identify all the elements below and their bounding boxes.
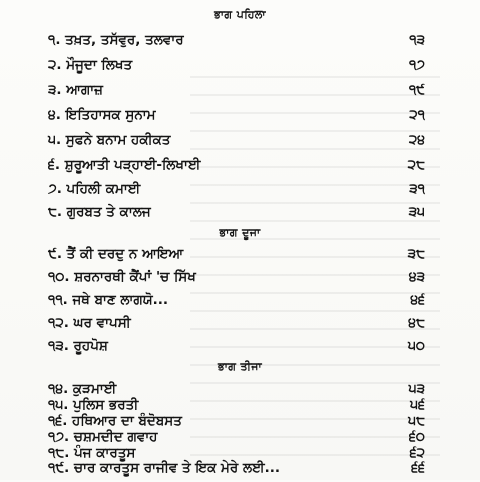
toc-entry-page: ੫੬ [410,397,425,413]
toc-entry [0,82,480,104]
toc-entry [0,269,480,291]
toc-entry-page: ੩੮ [407,246,425,262]
toc-entry-label: ੧੩. ਰੂਹਪੋਸ਼ [48,338,108,354]
toc-entry-label: ੧੬. ਹਥਿਆਰ ਦਾ ਬੰਦੋਬਸਤ [48,413,182,429]
toc-entry-page: ੫੩ [408,381,425,397]
toc-entry-page: ੬੬ [411,460,425,476]
toc-entry [0,157,480,179]
toc-entry [0,204,480,226]
toc-entry [0,292,480,314]
toc-entry [0,32,480,54]
section-title-part-3: ਭਾਗ ਤੀਜਾ [217,360,263,373]
toc-entry-label: ੧੯. ਚਾਰ ਕਾਰਤੂਸ ਰਾਜੀਵ ਤੇ ਇਕ ਮੇਰੇ ਲਈ... [48,460,281,476]
toc-entry-page: ੩੫ [408,204,425,220]
toc-entry-label: ੫. ਸੁਫਨੇ ਬਨਾਮ ਹਕੀਕਤ [48,132,171,148]
toc-entry [0,132,480,154]
toc-entry-label: ੮. ਗੁਰਬਤ ਤੇ ਕਾਲਜ [48,204,151,220]
toc-entry-page: ੪੮ [408,315,425,331]
toc-entry-page: ੫੮ [408,413,425,429]
toc-entry-label: ੧੫. ਪੁਲਿਸ ਭਰਤੀ [48,397,139,413]
toc-entry-label: ੧੭. ਚਸ਼ਮਦੀਦ ਗਵਾਹ [48,429,158,445]
toc-entry-label: ੧. ਤਖ਼ਤ, ਤਸੱਵੁਰ, ਤਲਵਾਰ [48,32,184,48]
toc-entry [0,57,480,79]
section-title-part-2: ਭਾਗ ਦੂਜਾ [219,226,261,239]
toc-entry-page: ੧੯ [408,82,425,98]
toc-entry [0,315,480,337]
toc-entry-page: ੩੧ [409,181,425,197]
toc-entry-label: ੬. ਸ਼ੁਰੂਆਤੀ ਪੜ੍ਹਾਈ-ਲਿਖਾਈ [48,157,201,173]
toc-entry-label: ੧੪. ਕੁੜਮਾਈ [48,381,117,397]
toc-entry [0,181,480,203]
toc-entry-label: ੧੧. ਜਥੇ ਬਾਣ ਲਾਗਯੋ... [48,292,169,308]
toc-entry [0,338,480,360]
toc-entry-page: ੬੨ [409,445,425,461]
toc-entry-label: ੧੦. ਸ਼ਰਨਾਰਥੀ ਕੈਂਪਾਂ 'ਚ ਸਿੱਖ [48,269,196,285]
toc-entry-label: ੭. ਪਹਿਲੀ ਕਮਾਈ [48,181,141,197]
toc-entry [0,246,480,268]
toc-entry-page: ੫੦ [407,338,425,354]
toc-entry-page: ੨੮ [407,157,425,173]
toc-entry-label: ੪. ਇਤਿਹਾਸਕ ਸੁਨਾਮ [48,107,156,123]
toc-entry-page: ੧੭ [408,57,425,73]
toc-entry-label: ੧੮. ਪੰਜ ਕਾਰਤੂਸ [48,445,136,461]
toc-entry-label: ੨. ਮੌਜੂਦਾ ਲਿਖਤ [48,57,133,73]
toc-entry-page: ੬੦ [409,429,425,445]
toc-entry-page: ੧੩ [409,32,425,48]
toc-entry-label: ੯. ਤੈਂ ਕੀ ਦਰਦੁ ਨ ਆਇਆ [48,246,184,262]
toc-entry [0,460,480,482]
toc-entry-page: ੨੪ [408,132,425,148]
toc-entry-label: ੩. ਆਗਾਜ਼ [48,82,103,98]
toc-entry-label: ੧੨. ਘਰ ਵਾਪਸੀ [48,315,131,331]
toc-entry-page: ੪੬ [410,292,425,308]
toc-entry [0,107,480,129]
toc-entry-page: ੨੧ [409,107,425,123]
section-title-part-1: ਭਾਗ ਪਹਿਲਾ [214,8,266,21]
toc-entry-page: ੪੩ [408,269,425,285]
